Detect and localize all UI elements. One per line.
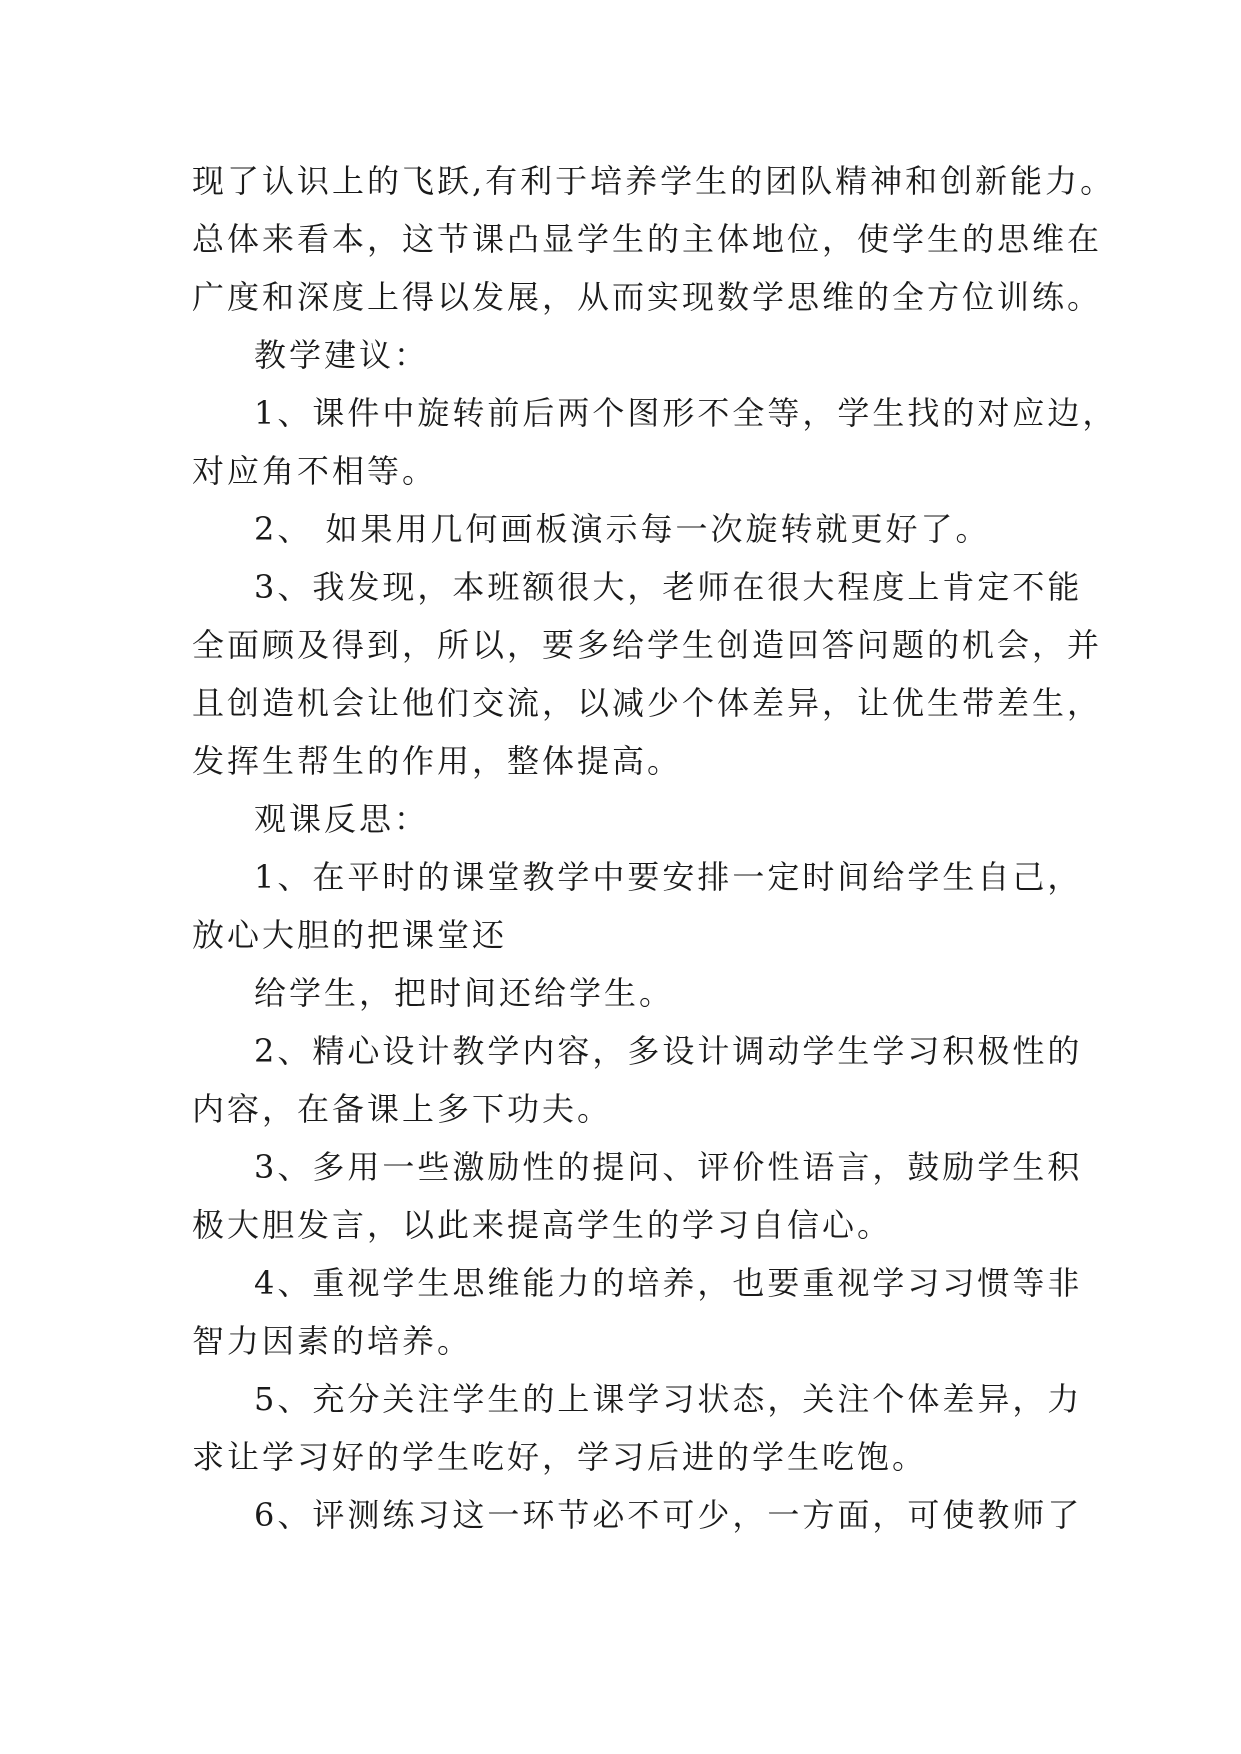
text-line: 内容，在备课上多下功夫。	[192, 1090, 613, 1128]
text-line: 放心大胆的把课堂还	[192, 916, 508, 954]
text-line: 智力因素的培养。	[192, 1322, 473, 1360]
text-line: 3、多用一些激励性的提问、评价性语言，鼓励学生积	[254, 1148, 1083, 1186]
text-line: 1、在平时的课堂教学中要安排一定时间给学生自己，	[254, 858, 1083, 896]
text-line: 总体来看本，这节课凸显学生的主体地位，使学生的思维在	[192, 220, 1103, 258]
text-line: 对应角不相等。	[192, 452, 438, 490]
section-heading-suggestions: 教学建议：	[254, 336, 430, 374]
text-line: 2、 如果用几何画板演示每一次旋转就更好了。	[254, 510, 991, 548]
text-line: 4、重视学生思维能力的培养，也要重视学习习惯等非	[254, 1264, 1083, 1302]
text-line: 3、我发现，本班额很大，老师在很大程度上肯定不能	[254, 568, 1083, 606]
section-heading-reflection: 观课反思：	[254, 800, 430, 838]
text-line: 2、精心设计教学内容，多设计调动学生学习积极性的	[254, 1032, 1083, 1070]
text-line: 5、充分关注学生的上课学习状态，关注个体差异，力	[254, 1380, 1083, 1418]
text-line: 且创造机会让他们交流，以减少个体差异，让优生带差生，	[192, 684, 1103, 722]
text-line: 求让学习好的学生吃好，学习后进的学生吃饱。	[192, 1438, 928, 1476]
text-line: 极大胆发言，以此来提高学生的学习自信心。	[192, 1206, 893, 1244]
text-line: 广度和深度上得以发展，从而实现数学思维的全方位训练。	[192, 278, 1103, 316]
text-line: 发挥生帮生的作用，整体提高。	[192, 742, 683, 780]
text-line: 全面顾及得到，所以，要多给学生创造回答问题的机会，并	[192, 626, 1103, 664]
text-line: 现了认识上的飞跃,有利于培养学生的团队精神和创新能力。	[192, 162, 1116, 200]
text-line: 给学生，把时间还给学生。	[254, 974, 675, 1012]
text-line: 1、课件中旋转前后两个图形不全等，学生找的对应边，	[254, 394, 1118, 432]
text-line: 6、评测练习这一环节必不可少，一方面，可使教师了	[254, 1496, 1083, 1534]
